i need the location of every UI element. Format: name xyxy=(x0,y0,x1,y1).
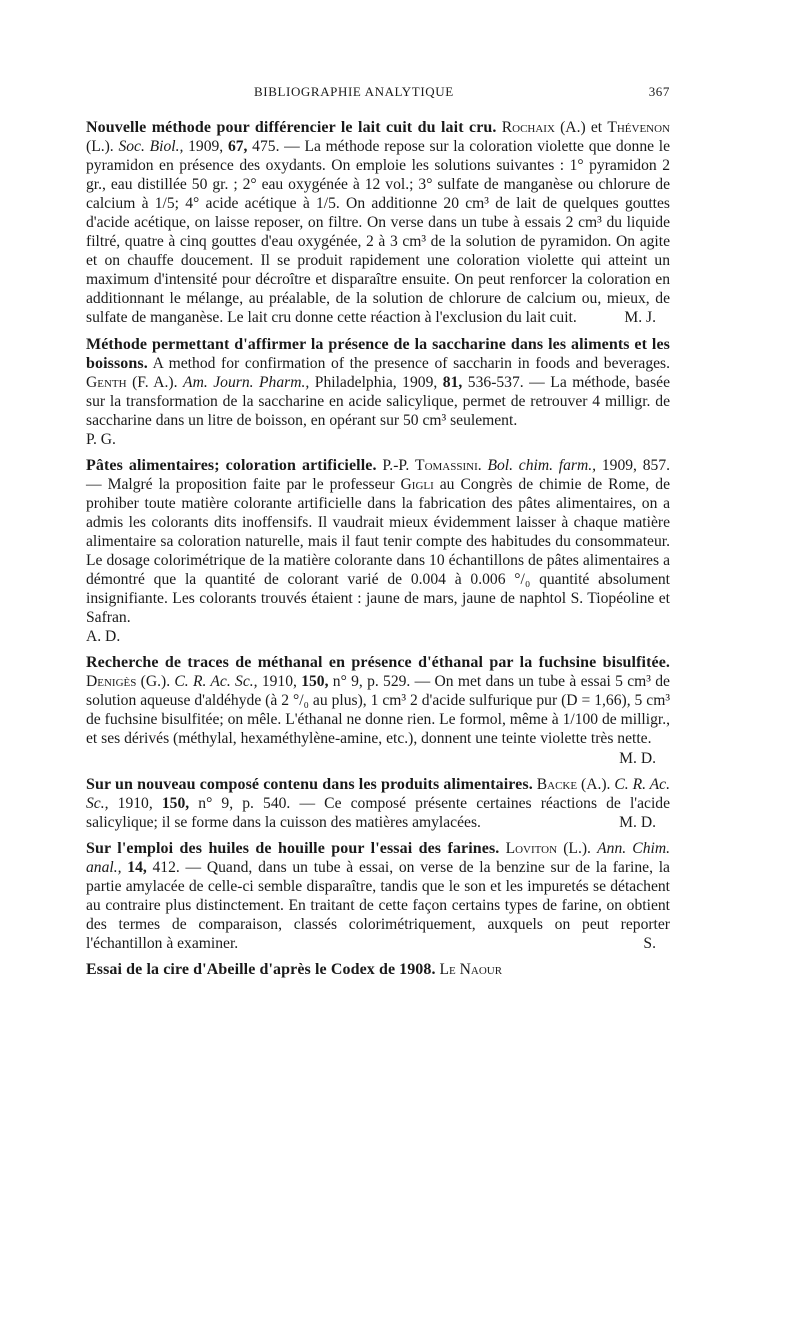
abstract-body: au Congrès de chimie de Rome, de prohiber toute matière colorante artificielle dans la fabrication des pâtes alimentaires, on a admis les colorants dits inoffensifs. Il vaudrait mieux évidemment laisser à chaque matière alimentaire sa coloration naturelle, mais il faut tenir compte des habitudes du consommateur. Le dosage colorimétrique de la matière colorante dans 10 échantillons de pâtes alimentaires a démontré que la quantité de colorant varié de 0.004 à 0.006 °/₀ quantité absolument insignifiante. Les colorants trouvés étaient : jaune de mars, jaune de naphtol S. Tiopéoline et Safran. xyxy=(86,475,671,627)
journal-volume: 150, xyxy=(301,673,329,691)
person-name: Gigli xyxy=(400,475,434,493)
abstract-body: Malgré la proposition faite par le professeur xyxy=(107,475,395,493)
journal-pages: n° 9, p. 529. — xyxy=(332,673,431,691)
abstract-paragraph xyxy=(86,118,670,328)
running-head xyxy=(86,84,670,104)
journal-name: Soc. Biol., xyxy=(118,138,184,156)
author-name: Loviton xyxy=(505,839,558,857)
journal-pages: 536-537. — xyxy=(467,373,545,391)
author-initials: (L.). xyxy=(563,839,591,857)
abstract-entry xyxy=(86,456,670,646)
abstract-entry xyxy=(86,335,670,449)
author-name: Denigès xyxy=(86,673,137,691)
abstract-entry xyxy=(86,118,670,328)
abstract-entry xyxy=(86,839,670,953)
abstract-body: On met dans un tube à essai 5 cm³ de solution aqueuse d'aldéhyde (à 2 °/₀ au plus), 1 cm³ 2 d'acide sulfurique pur (D = 1,66), 5 cm³ de fuchsine bisulfitée; on mêle. L'éthanal ne donne rien. Le formol, même à 1/100 de milligr., et ses dérivés (méthylal, hexaméthylène-amine, etc.), donnent une teinte violette très nette. xyxy=(86,673,670,748)
entry-title: Essai de la cire d'Abeille d'après le Codex de xyxy=(86,960,396,978)
abstract-paragraph xyxy=(86,839,670,953)
abstract-signature: P. G. xyxy=(86,430,116,448)
abstract-entry xyxy=(86,960,670,979)
entry-title: Nouvelle méthode pour différencier le lait cuit du lait cru. xyxy=(86,119,497,136)
abstract-signature: M. D. xyxy=(619,813,656,831)
journal-year: 1910, xyxy=(117,794,153,812)
abstract-body: La méthode, basée sur la transformation de la saccharine en acide salicylique, permet de retrouver 4 milligr. de saccharine dans un litre de boisson, en opérant sur 50 cm³ seulement. xyxy=(86,373,670,429)
abstract-paragraph xyxy=(86,653,670,767)
abstract-paragraph xyxy=(86,335,670,430)
abstract-signature: M. J. xyxy=(624,309,656,327)
journal-name: Bol. chim. farm., xyxy=(487,456,597,474)
journal-pages: 857. — xyxy=(86,456,671,493)
journal-year: 1909, xyxy=(601,456,637,474)
author-name: Thévenon xyxy=(607,119,670,136)
author-initials: (F. A.). xyxy=(132,373,178,391)
abstract-entry xyxy=(86,775,670,832)
author-initials: P.-P. xyxy=(382,456,410,474)
entry-title: Sur un nouveau composé contenu dans les produits alimentaires. xyxy=(86,775,533,793)
entry-title: Pâtes alimentaires; coloration artificielle. xyxy=(86,456,377,474)
journal-name: Am. Journ. Pharm., xyxy=(183,373,310,391)
author-initials: (G.). xyxy=(140,673,171,691)
author-name: Rochaix xyxy=(501,119,555,136)
abstract-paragraph xyxy=(86,775,670,832)
abstract-body: La méthode repose sur la coloration violette que donne le pyramidon en présence des oxydants. On emploie les solutions suivantes : 1° pyramidon 2 gr., eau distillée 50 gr. ; 2° eau oxygénée à 12 vol.; 3° sulfate de manganèse ou chlorure de calcium à 1/5; 4° acide acétique à 1/5. On additionne 20 cm³ de lait de quelques gouttes d'acide acétique, on laisse reposer, on filtre. On verse dans un tube à essais 2 cm³ du liquide filtré, quatre à cinq gouttes d'eau oxygénée, 2 à 3 cm³ de la solution de pyramidon. On agite et on chauffe doucement. Il se produit rapidement une coloration violette qui atteint un maximum d'intensité pour décroître et disparaître ensuite. On peut renforcer la coloration en additionnant le mélange, au préalable, de la solution de chlorure de calcium ou, mieux, de sulfate de manganèse. Le lait cru donne cette réaction à l'exclusion du lait cuit. xyxy=(86,138,671,327)
entry-title: Méthode permettant d'affirmer la présence de la saccharine dans les aliments et les boissons. xyxy=(86,335,670,372)
journal-place: Philadelphia, xyxy=(314,373,397,391)
article-list xyxy=(86,118,670,986)
author-initials: (A.). xyxy=(581,775,611,793)
journal-volume: 14, xyxy=(127,858,147,876)
abstract-signature: M. D. xyxy=(619,749,656,767)
author-name: Tomassini. xyxy=(415,456,482,474)
abstract-paragraph xyxy=(86,960,670,979)
page-number: 367 xyxy=(648,84,670,99)
author-name: Genth xyxy=(86,373,127,391)
abstract-signature: S. xyxy=(643,934,656,952)
journal-volume: 150, xyxy=(161,794,190,812)
journal-year: 1909, xyxy=(188,138,224,156)
journal-year: 1909, xyxy=(402,373,438,391)
journal-year: 1910, xyxy=(261,673,297,691)
journal-pages: 475. — xyxy=(252,138,300,156)
english-title: A method for confirmation of the presence of saccharin in foods and beverages. xyxy=(152,354,671,372)
author-initials: (A.) et xyxy=(560,119,603,136)
abstract-signature: A. D. xyxy=(86,628,121,646)
journal-name: C. R. Ac. Sc., xyxy=(174,673,258,691)
author-name: Backe xyxy=(536,775,578,793)
abstract-paragraph xyxy=(86,456,670,627)
journal-volume: 81, xyxy=(442,373,463,391)
entry-title-year: 1908. xyxy=(399,960,436,978)
author-initials: (L.). xyxy=(86,138,114,156)
abstract-body: Quand, dans un tube à essai, on verse de la benzine sur de la farine, la partie amylacée de celle-ci semble disparaître, tandis que le son et les impuretés se détachent au contraire plus distinctement. En traitant de cette façon certains types de farine, on obtient des termes de comparaison, classés colorimétriquement, auxquels on peut reporter l'échantillon à examiner. xyxy=(86,858,670,952)
abstract-entry xyxy=(86,653,670,767)
journal-pages: 412. — xyxy=(152,858,202,876)
entry-title: Recherche de traces de méthanal en présence d'éthanal par la fuchsine bisulfitée. xyxy=(86,654,670,672)
running-head-title: BIBLIOGRAPHIE ANALYTIQUE xyxy=(254,84,454,99)
journal-name: Ann. Chim. anal., xyxy=(86,839,670,876)
journal-name: C. R. Ac. Sc., xyxy=(86,775,670,812)
author-name: Le Naour xyxy=(439,960,503,978)
journal-volume: 67, xyxy=(227,138,248,156)
journal-pages: n° 9, p. 540. — xyxy=(198,794,316,812)
abstract-body: Ce composé présente certaines réactions de l'acide salicylique; il se forme dans la cuisson des matières amylacées. xyxy=(86,794,671,831)
entry-title: Sur l'emploi des huiles de houille pour l'essai des farines. xyxy=(86,839,500,857)
